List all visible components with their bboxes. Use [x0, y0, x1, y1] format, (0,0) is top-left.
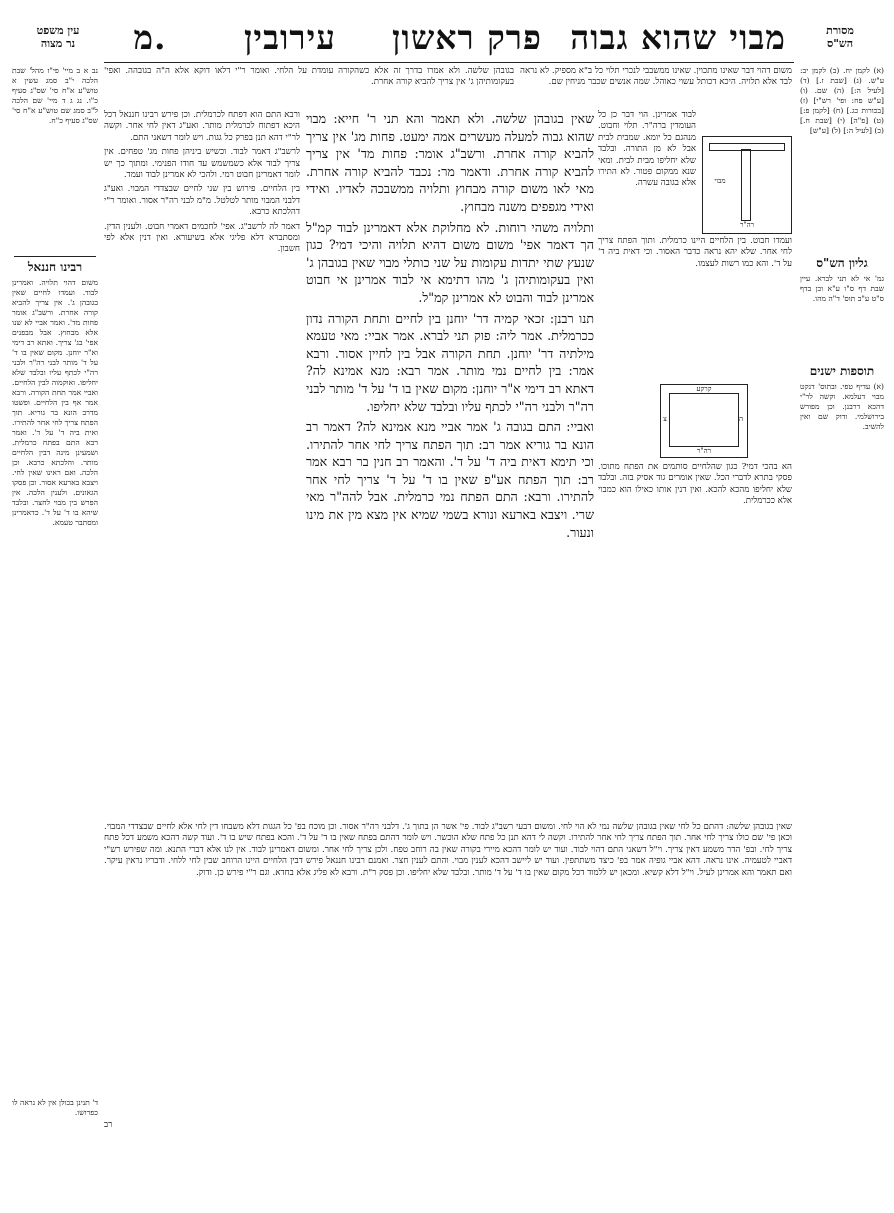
- rashi-top: [520, 66, 792, 106]
- diagram-post: [741, 149, 751, 221]
- diagram-frame: [669, 393, 739, 447]
- rabbeinu-chananel-title: רבינו חננאל: [27, 260, 83, 274]
- rashi-paragraph: משום דהוי דבר שאינו מתכוין. שאינו ממשבבי לנכרי תלוי כל ב"א מספיק. לא נראה לבד אלא תלויה. היכא דכותל עשוי כאוהל. שמה אנשים שכבר מניחין שם.: [520, 66, 792, 88]
- rashi-column-lower: [598, 462, 792, 817]
- gemara-paragraph: שאין בגובהן שלשה. ולא תאמר והא תני ר' חייא: מבוי שהוא גבוה למעלה מעשרים אמה ימעט. פחות מג' אין צריך להביא קורה אחרת. ורשב"ג אומר: פחות מד' אין צריך להביא קורה אחרת. ודאמר מר: נכבד להביא קורה אחרת. מאי לאו משום קורה מבחוץ ותלויה ממשבכה לאדיו. ואידי ואידי מגפפים משנה מבחוץ.: [306, 111, 594, 214]
- gemara-paragraph: ותלויה משהי רוחות. לא מחלוקת אלא דאמרינן לבוד קמ"ל הך דאמר אפי' משום משום דהיא תלויה והיכי דמי? כגון שנעץ שתי יתדות עקומות על שני כותלי מבוי שאין בגובהן ג' ואין בעקומותיהן ג' מהו דתימא אי לבוד אמרינן אי חבוט אמרינן לבוד והבוט לא אמרינן קמ"ל.: [306, 219, 594, 305]
- chapter-number: פרק ראשון: [392, 18, 542, 57]
- rashi-column-full: [598, 236, 792, 378]
- header-rule: [104, 62, 794, 63]
- bottom-commentary: שאין בגובהן שלשה: דהתם כל לחי שאין בגובהן שלשה נמי לא הוי לחי. ומשום דבעי רשב"ג לבוד. פי' אשר הן בתוך ג'. דלבני רה"ר אסור. וכן מוכח בפ' כל הגגות דלא משבחו דין לחי אלא לחיים שבצדדי המבוי. וכאן פי' שם כולו צריך לחי אחר. תוך הפתח צריך לחי אחר להתירו. וקשה לי דהא תנן כל פתח שלא הוכשר. ויש לומר דהתם בפתח שאין בו ד' על ד'. והכא בפתח שיש בו ד'. ועוד קשה דהכא משמע דכל פתח צריך לחי. ובפ' הדר משמע דאין צריך. וי"ל דשאני התם דהוי לבוד. ועוד יש לומר דהכא מיירי בקורה שאין בה רוחב טפח. ולכן צריך לחי אחר. ומשום דאמרינן לבוד. אין לנו אלא דברי התנא. ומה שפירש רש"י דאביי לטעמיה. אינו נראה. דהא אביי גופיה אמר בפ' כיצד משתתפין. ועוד יש ליישב דהכא לענין מבוי. והתם לענין חצר. ואמנם רבינו חננאל פירש דבין הלחיים היינו הרוחב שבין לחי ללחי. ודבריו נראין עיקר. ואם תאמר והא אמרינן לעיל. וי"ל דלא קשיא. ומכאן יש ללמוד דכל מקום שאין בו ד' על ד' מותר. ובלבד שלא יחליפו. וכן פסק ר"ת. ורבא לא פליג אלא בחדא. וגם ר"י פירש כן. ודוק.: [104, 822, 792, 878]
- footer-catchword: רב: [104, 1120, 113, 1130]
- rabbeinu-chananel-text: משום דהוי תלויה. ואמרינן לבוד. ועמדו לחיים שאין בגובהן ג'. אין צריך להביא קורה אחרת. ורשב"ג אומר פחות מד'. ואמר אביי לא שנו אלא מבחוץ. אבל מבפנים אפי' בג' צריך. ואתא רב דימי וא"ר יוחנן. מקום שאין בו ד' על ד' מותר לבני רה"ר ולבני רה"י לכתף עליו ובלבד שלא יחליפו. ואוקמוה לבין הלחיים. ואביי אמר תחת הקורה. ורבא אמר אף בין הלחיים. ופשטו מדרב הונא בר גוריא. תוך הפתח צריך לחי אחר להתירו. ואית ביה ד' על ד'. ואמר רבא התם בפתח כרמלית. ושמעינן מינה דבין הלחיים מותר. והלכתא כרבא. וכן הלכה. ואם ראינו שאין לחי. ויצבא בארעא אסור. וכן פסקו הגאונים. ולענין הלכה. אין הפרש בין מבוי לחצר. ובלבד שיהא בו ד' על ד'. כדאמרינן ומסתבר טעמא.: [12, 278, 98, 527]
- tosafot-yeshanim-title: תוספות ישנים: [809, 364, 875, 378]
- gemara-text: [306, 110, 594, 816]
- tosafot-paragraph: ורבא התם הוא דפתח לכרמלית. וכן פירש רבינו חננאל דכל היכא דפתוח לכרמלית מותר. ואע"ג דאין לחי אחר. וקשה לר"י דהא תנן בפרק כל גגות. ויש לומר דשאני התם.: [104, 110, 300, 143]
- tosafot-column: [104, 110, 300, 817]
- tosafot-top: [104, 66, 514, 106]
- rashi-paragraph: לבוד אמרינן. הוי דבר כן כל העומדין ברה"ר. תלוי וחבוט. מנהגם כל יומא. שמבית לבית אבל לא מן התורה. ובלבד שלא יחליפו מבית לבית. ומאי שנא ממקום פטור. לא התירו אלא בגובה עשרה.: [598, 110, 696, 189]
- diagram-label-top: קרקע: [696, 385, 712, 393]
- diagram-label-bottom: רה"ר: [696, 447, 712, 455]
- masoret-label: מסורת הש"ס: [826, 24, 854, 50]
- ein-mishpat-label: עין משפט נר מצוה: [36, 24, 80, 50]
- gilyon-title: גליון הש"ס: [816, 256, 868, 270]
- footer-left-note: ד' תנינן בכולן אין לא נראה לו כפרושו.: [12, 1098, 98, 1117]
- chapter-name: מבוי שהוא גבוה: [570, 18, 786, 57]
- mid-diagram: [660, 384, 748, 458]
- chananel-title-rule: [14, 256, 96, 257]
- gemara-paragraph: תנו רבנן: זכאי קמיה דר' יוחנן בין לחיים ותחת הקורה נדון ככרמלית. אמר ליה: פוק תני לברא. אמר אביי: מאי טעמא מילתיה דר' יוחנן. תחת הקורה אבל בין לחיין אסור. ורבא אמר: בין לחיים נמי מותר. אמר רבא: מנא אמינא לה? דאתא רב דימי א"ר יוחנן: מקום שאין בו ד' על ד' מותר לבני רה"ר ולבני רה"י לכתף עליו ובלבד שלא יחליפו.: [306, 310, 594, 414]
- masoret-column: (א) לקמן יח. (ב) לקמן יב: ע"ש. (ג) [שבת ז.] (ד) [לעיל ה:] (ה) שם. (ו) [ע"ש פח: ופי' רש"י] (ז) [בכורות כג.] (ח) [לקמן פ:] (ט) [פ"ה] (י) [שבת ח.] (כ) [לעיל ה:] (ל) [ע"ש]: [800, 66, 884, 135]
- diagram-label-left: צ: [663, 415, 667, 423]
- tosafot-paragraph: בין הלחיים. פירוש בין שני לחיים שבצדדי המבוי. ואע"ג דלבני המבוי מותר לטלטל. מ"מ לבני רה"ר אסור. ואומר ר"י דהלכתא כרבא.: [104, 184, 300, 218]
- rashi-paragraph: הא בהכי דמי? כגון שהלחיים סותמים את הפתח מתוכו. פסקי בתרא לדברי הכל. שאין אומרים גוד אסיק בזה. ובלבד שלא יחליפו מהכא להכא. ואין דנין אותו כאילו הוא כמבוי אלא ככרמלית.: [598, 462, 792, 507]
- tractate-name: עירובין: [244, 18, 336, 57]
- diagram-label-right: ה: [738, 415, 744, 423]
- tosafot-paragraph: בגובהן שלשה. ולא אמרו בדרך זה אלא כשהקורה עומדת על הלחי. ואומר ר"י דלאו דוקא אלא ה"ה בגובהה. ואפי' בעקומותיהן ג' אין צריך להביא קורה אחרת.: [104, 66, 514, 88]
- ein-mishpat-column: נב א ב מיי' פי"ז מהל' שבת הלכה י"ב סמג עשין א טוש"ע א"ח סי' שס"ג סעיף כ"ו. נג ג ד מיי' שם הלכה ל"ב סמג שם טוש"ע א"ח סי' שס"ג סעיף כ"ח.: [12, 66, 98, 125]
- rashi-paragraph: ועמדו חבוט. בין הלחיים היינו כרמלית. ותוך הפתח צריך לחי אחר. שלא יהא נראה כדבר האסור. וכי דאית ביה ד' על ד'. והא כמו רשות לעצמו.: [598, 236, 792, 269]
- tosafot-paragraph: דאמר לה לרשב"ג. אפי' לחכמים דאמרי חבוט. ולענין הדין. ומסתברא דלא פליגי אלא בשיעורא. ואין דנין אלא לפי חשבון.: [104, 221, 300, 255]
- gilyon-text: גמ' אי לא תני לברא. עיין שבת דף ס"ו ע"א וכן בדף ס"ט ע"ב תוס' ד"ה מהו.: [800, 274, 884, 303]
- top-diagram: [702, 136, 792, 234]
- gemara-paragraph: ואביי: התם בגובה ג' אמר אביי מנא אמינא לה? דאמר רב הונא בר גוריא אמר רב: תוך הפתח צריך לחי אחר להתירו. וכי תימא דאית ביה ד' על ד'. והאמר רב חנין בר רבא אמר רב: תוך הפתח אע"פ שאין בו ד' על ד' צריך לחי אחר להתירו. ורבא: התם הפתח נמי כרמלית. אבל להה"ר מאי שרי. ויצבא בארעא ונורא בשמי שמיא אין מצא מין את מינו ונעור.: [306, 419, 594, 540]
- tosafot-paragraph: לרשב"ג דאמר לבוד. וכשיש ביניהן פחות מג' טפחים. אין צריך לבוד אלא כשמשמש עד חודו הפנימי. ומתוך כך יש לומר דאמרינן חבוט רמי. ולהכי לא אמרינן לבוד ועמד.: [104, 147, 300, 181]
- daf-number: מ.: [133, 18, 167, 57]
- tosafot-yeshanim-text: (א) עדיף טפי. ובתוס' דנקט מבוי דעלמא. וקשה לר"י דהכא דרבנן. וכן מפורש בירושלמי. ודוק שם ואין להשיב.: [800, 382, 884, 431]
- diagram-label-bottom: רה"ר: [739, 221, 755, 229]
- diagram-label-left: מבוי: [714, 177, 726, 185]
